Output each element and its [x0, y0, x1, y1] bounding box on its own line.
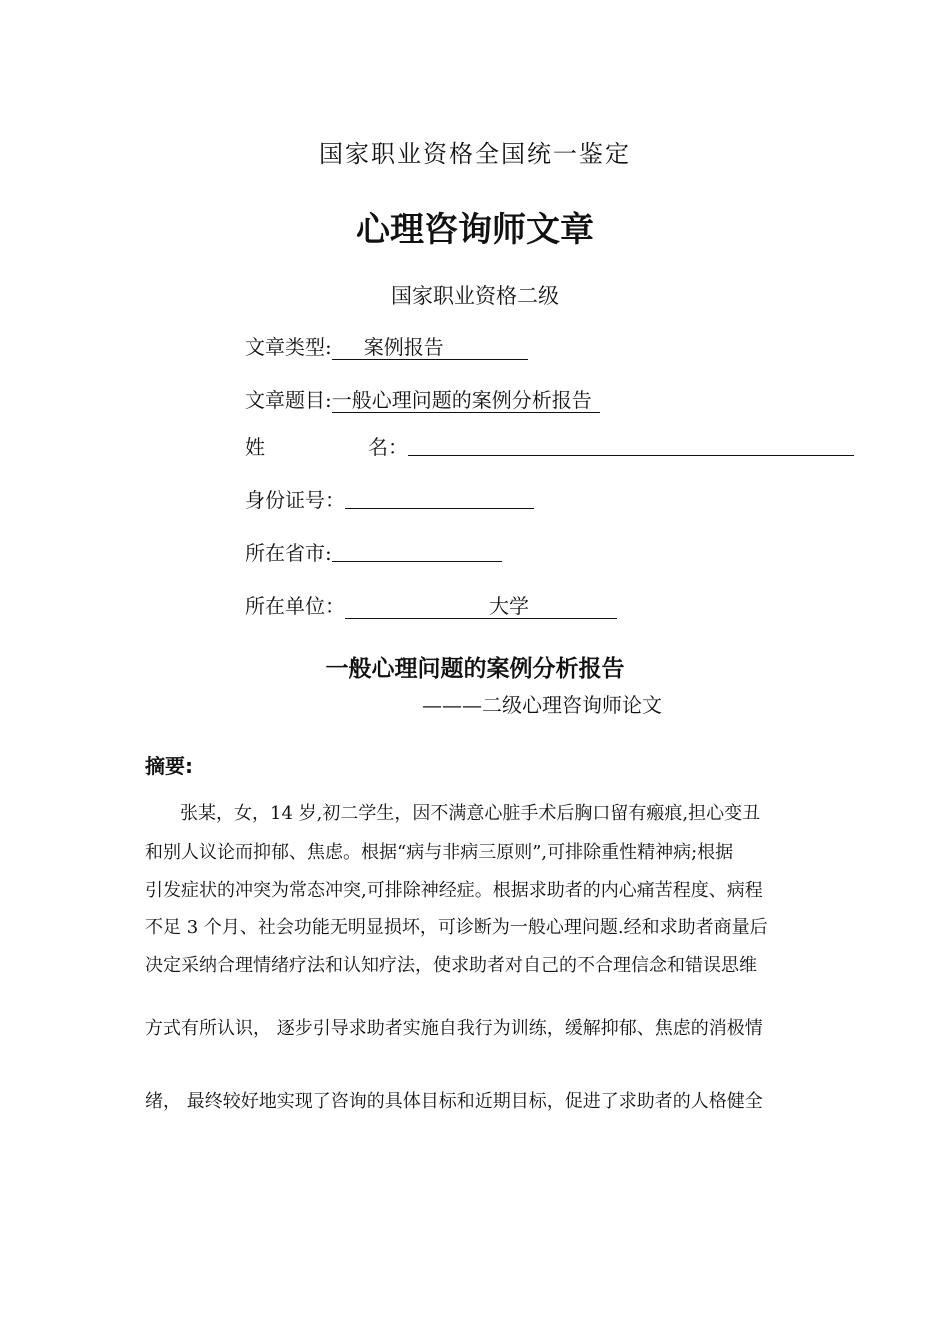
article-topic-label: 文章题目: — [245, 388, 332, 412]
report-title: 一般心理问题的案例分析报告 — [325, 656, 625, 682]
abstract-line: 张某，女，14 岁,初二学生，因不满意心脏手术后胸口留有瘢痕,担心变丑 — [180, 803, 761, 824]
abstract-line: 不足 3 个月、社会功能无明显损坏，可诊断为一般心理问题.经和求助者商量后 — [145, 917, 768, 938]
qualification-level: 国家职业资格二级 — [391, 284, 559, 308]
name-label-second: 名： — [368, 435, 408, 459]
article-topic-field — [245, 384, 600, 413]
name-blank-line — [408, 431, 854, 456]
work-unit-value-line — [345, 594, 617, 619]
abstract-line: 方式有所认识， 逐步引导求助者实施自我行为训练，缓解抑郁、焦虑的消极情 — [145, 1018, 763, 1039]
province-blank-line — [332, 537, 502, 562]
work-unit-field — [245, 590, 617, 619]
article-type-field — [245, 331, 528, 360]
article-type-label: 文章类型: — [245, 335, 332, 359]
name-field — [245, 431, 854, 460]
province-field — [245, 537, 502, 566]
name-label-first: 姓 — [245, 435, 265, 459]
id-number-field — [245, 484, 534, 513]
article-type-value-line — [332, 335, 528, 360]
abstract-line: 绪， 最终较好地实现了咨询的具体目标和近期目标，促进了求助者的人格健全 — [145, 1091, 763, 1112]
article-type-value: 案例报告 — [363, 335, 444, 359]
org-heading: 国家职业资格全国统一鉴定 — [319, 140, 631, 168]
work-unit-label: 所在单位： — [245, 594, 345, 618]
document-title: 心理咨询师文章 — [356, 210, 594, 250]
abstract-heading: 摘要: — [145, 754, 193, 778]
id-number-label: 身份证号： — [245, 488, 345, 512]
id-number-blank-line — [345, 484, 534, 509]
article-topic-value: 一般心理问题的案例分析报告 — [332, 388, 600, 413]
work-unit-value: 大学 — [489, 594, 529, 618]
abstract-line: 决定采纳合理情绪疗法和认知疗法，使求助者对自己的不合理信念和错误思维 — [145, 955, 757, 976]
abstract-line: 和别人议论而抑郁、焦虑。根据“病与非病三原则”,可排除重性精神病;根据 — [145, 842, 734, 863]
report-subtitle: ———二级心理咨询师论文 — [422, 693, 662, 717]
province-label: 所在省市: — [245, 541, 332, 565]
abstract-line: 引发症状的冲突为常态冲突,可排除神经症。根据求助者的内心痛苦程度、病程 — [145, 880, 763, 901]
